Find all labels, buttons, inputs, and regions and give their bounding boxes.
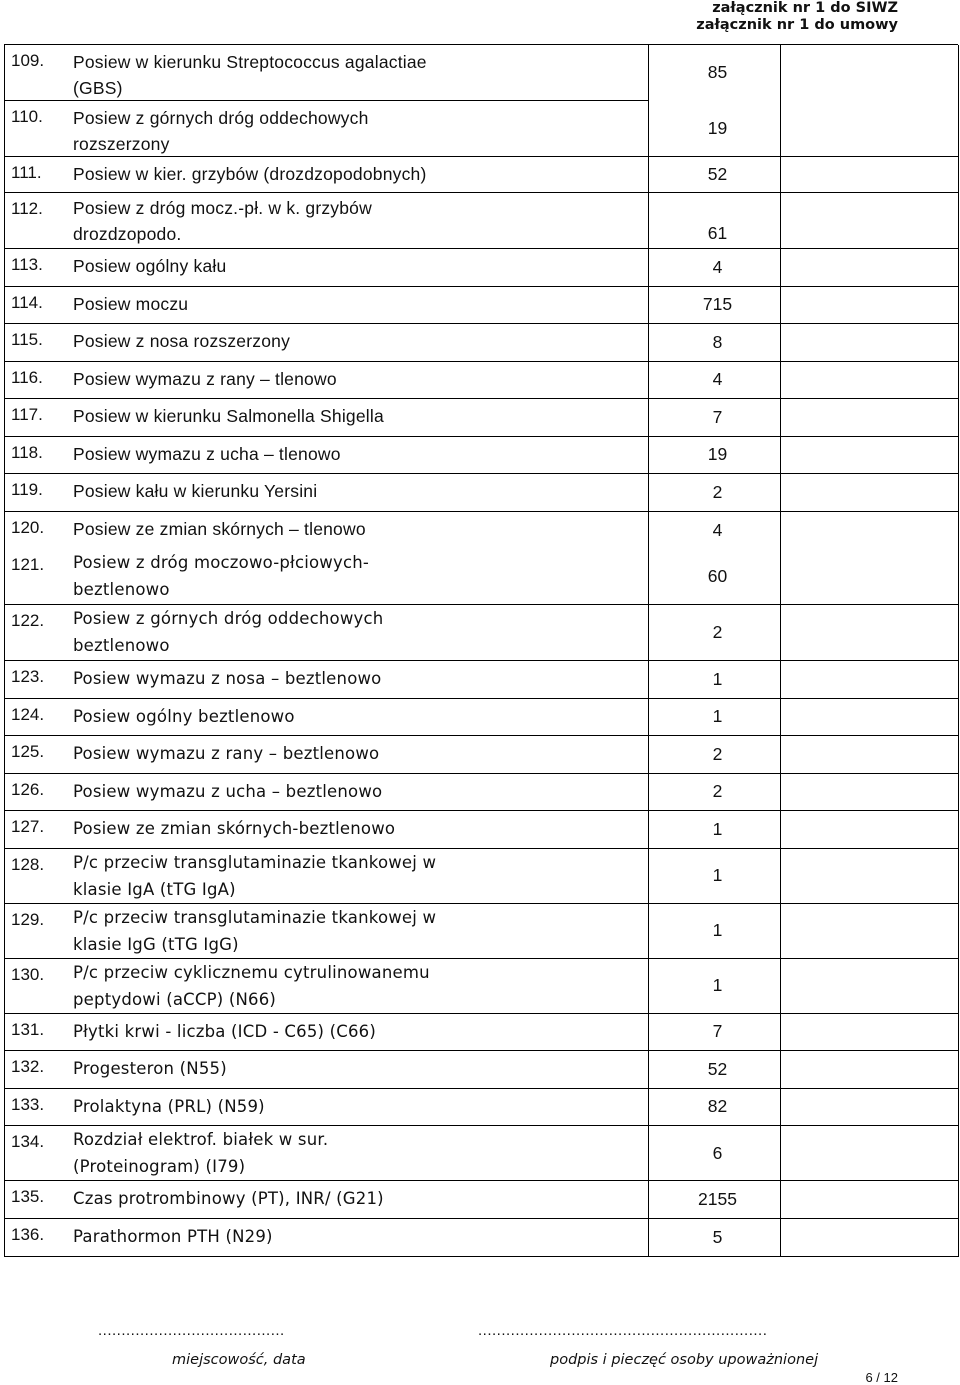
row-number: 132. xyxy=(11,1057,45,1076)
test-name: Posiew z górnych dróg oddechowych rozszerzony xyxy=(73,108,369,154)
test-name: Posiew ze zmian skórnych-beztlenowo xyxy=(73,819,396,838)
test-name: Posiew moczu xyxy=(73,293,189,314)
tests-table xyxy=(4,45,959,1257)
quantity-value: 5 xyxy=(648,1219,781,1257)
table-row xyxy=(5,849,958,904)
empty-cell xyxy=(781,474,958,511)
test-name: Parathormon PTH (N29) xyxy=(73,1226,273,1246)
empty-cell xyxy=(781,362,958,399)
empty-cell xyxy=(781,1126,958,1180)
row-number: 120. xyxy=(11,517,45,537)
empty-cell xyxy=(781,661,958,698)
table-row xyxy=(5,811,958,849)
quantity-value: 7 xyxy=(648,399,781,436)
signature-footer xyxy=(0,1322,960,1385)
empty-cell xyxy=(781,157,958,192)
empty-cell xyxy=(781,1014,958,1051)
row-number: 113. xyxy=(11,255,43,274)
document-header xyxy=(696,0,898,34)
row-number: 119. xyxy=(11,480,43,499)
empty-cell xyxy=(781,287,958,324)
quantity-value: 60 xyxy=(648,549,781,604)
test-name: Posiew wymazu z rany – beztlenowo xyxy=(73,744,380,763)
date-dotted-line: ........................................ xyxy=(98,1322,285,1339)
quantity-value: 61 xyxy=(648,193,781,248)
row-number: 136. xyxy=(11,1224,45,1244)
quantity-value: 52 xyxy=(648,157,781,192)
row-number: 117. xyxy=(11,405,43,424)
table-row xyxy=(5,399,958,437)
table-row xyxy=(5,1181,958,1219)
table-row-group-109-110 xyxy=(5,45,958,157)
table-row xyxy=(5,549,958,605)
table-row xyxy=(5,193,958,249)
table-row xyxy=(5,474,958,512)
empty-cell xyxy=(781,324,958,361)
row-number: 124. xyxy=(11,704,45,724)
row-number: 109. xyxy=(11,51,45,70)
test-name: Posiew w kierunku Salmonella Shigella xyxy=(73,406,384,426)
row-number: 128. xyxy=(11,854,45,874)
empty-cell xyxy=(781,193,958,248)
table-row xyxy=(5,736,958,774)
row-number: 125. xyxy=(11,742,45,761)
quantity-value: 4 xyxy=(648,512,781,550)
test-name: Posiew ze zmian skórnych – tlenowo xyxy=(73,518,366,539)
empty-cell xyxy=(781,549,958,604)
test-name: Posiew wymazu z ucha – tlenowo xyxy=(73,443,341,464)
test-name: P/c przeciw cyklicznemu cytrulinowanemu peptydowi (aCCP) (N66) xyxy=(73,962,430,1009)
empty-cell xyxy=(781,605,958,660)
quantity-value: 19 xyxy=(648,437,781,474)
test-name: Rozdział elektrof. białek w sur. (Proteinogram) (I79) xyxy=(73,1130,329,1176)
test-name: Posiew z dróg mocz.-pł. w k. grzybów drozdzopodo. xyxy=(73,198,372,244)
quantity-value: 4 xyxy=(648,362,781,399)
row-number: 118. xyxy=(11,442,43,462)
signature-label: podpis i pieczęć osoby upoważnionej xyxy=(550,1352,819,1368)
table-row xyxy=(5,1089,958,1127)
row-number: 123. xyxy=(11,667,45,686)
quantity-value: 715 xyxy=(648,287,781,324)
test-name: P/c przeciw transglutaminazie tkankowej w klasie IgG (tTG IgG) xyxy=(73,907,437,954)
row-number: 129. xyxy=(11,909,45,929)
empty-cell xyxy=(781,774,958,811)
row-number: 116. xyxy=(11,367,43,387)
quantity-value: 1 xyxy=(648,661,781,698)
table-row xyxy=(5,605,958,661)
empty-cell xyxy=(781,959,958,1013)
table-row xyxy=(5,512,958,550)
quantity-value: 85 xyxy=(707,62,728,83)
table-row xyxy=(5,437,958,475)
empty-cell xyxy=(781,1219,958,1257)
test-name: Posiew z górnych dróg oddechowych beztlenowo xyxy=(73,609,384,655)
quantity-value: 2 xyxy=(648,605,781,660)
table-row xyxy=(5,157,958,193)
empty-cell xyxy=(781,1051,958,1088)
empty-cell xyxy=(781,699,958,736)
header-umowa: załącznik nr 1 do umowy xyxy=(696,17,898,33)
empty-cell xyxy=(781,811,958,848)
test-name: P/c przeciw transglutaminazie tkankowej w klasie IgA (tTG IgA) xyxy=(73,852,437,899)
quantity-value: 2 xyxy=(648,736,781,773)
empty-cell xyxy=(781,399,958,436)
table-row xyxy=(5,959,958,1014)
test-name: Posiew ogólny kału xyxy=(73,256,227,276)
test-name: Posiew wymazu z nosa – beztlenowo xyxy=(73,669,382,688)
test-name: Posiew w kier. grzybów (drozdzopodobnych) xyxy=(73,164,427,184)
table-row xyxy=(5,699,958,737)
quantity-value: 1 xyxy=(648,904,781,958)
row-number: 111. xyxy=(11,163,42,182)
test-name: Płytki krwi - liczba (ICD - C65) (C66) xyxy=(73,1021,377,1041)
quantity-value: 1 xyxy=(648,811,781,848)
table-row xyxy=(5,362,958,400)
empty-cell xyxy=(781,736,958,773)
test-name: Posiew w kierunku Streptococcus agalactiae (GBS) xyxy=(73,52,427,98)
quantity-value: 1 xyxy=(648,849,781,903)
row-number: 131. xyxy=(11,1019,45,1039)
table-row xyxy=(5,661,958,699)
test-name: Posiew wymazu z ucha – beztlenowo xyxy=(73,781,383,801)
test-name: Posiew ogólny beztlenowo xyxy=(73,706,295,726)
test-name: Prolaktyna (PRL) (N59) xyxy=(73,1096,265,1116)
empty-cell xyxy=(781,249,958,286)
test-name: Progesteron (N55) xyxy=(73,1059,227,1078)
row-number: 121. xyxy=(11,555,45,574)
quantity-value: 2155 xyxy=(648,1181,781,1218)
row-number: 127. xyxy=(11,817,45,836)
signature-dotted-line: .............................................................. xyxy=(478,1322,768,1339)
empty-cell xyxy=(781,512,958,550)
quantity-value: 82 xyxy=(648,1089,781,1126)
table-row xyxy=(5,287,958,325)
table-row xyxy=(5,249,958,287)
empty-cell xyxy=(781,1089,958,1126)
test-name: Posiew z dróg moczowo-płciowych-beztlenowo xyxy=(73,553,370,599)
table-row xyxy=(5,45,648,101)
row-number: 126. xyxy=(11,779,45,799)
quantity-value: 2 xyxy=(648,774,781,811)
table-row xyxy=(5,1219,958,1257)
row-number: 122. xyxy=(11,611,45,630)
test-name: Posiew z nosa rozszerzony xyxy=(73,331,291,351)
empty-cell xyxy=(781,849,958,903)
row-number: 135. xyxy=(11,1187,45,1206)
header-siwz: załącznik nr 1 do SIWZ xyxy=(712,0,898,16)
place-date-label: miejscowość, data xyxy=(172,1352,306,1368)
table-row xyxy=(5,324,958,362)
page-number: 6 / 12 xyxy=(865,1370,898,1385)
quantity-value: 1 xyxy=(648,959,781,1013)
test-name: Posiew kału w kierunku Yersini xyxy=(73,481,318,501)
quantity-cell xyxy=(648,45,781,156)
empty-cell xyxy=(781,1181,958,1218)
row-number: 114. xyxy=(11,292,43,312)
quantity-value: 4 xyxy=(648,249,781,286)
table-row xyxy=(5,1014,958,1052)
row-number: 110. xyxy=(11,107,43,126)
test-name: Posiew wymazu z rany – tlenowo xyxy=(73,368,337,389)
table-row xyxy=(5,1051,958,1089)
row-number: 130. xyxy=(11,964,45,984)
table-row xyxy=(5,101,648,156)
table-row xyxy=(5,904,958,959)
quantity-value: 52 xyxy=(648,1051,781,1088)
test-name: Czas protrombinowy (PT), INR/ (G21) xyxy=(73,1189,384,1208)
quantity-value: 7 xyxy=(648,1014,781,1051)
quantity-value: 6 xyxy=(648,1126,781,1180)
empty-cell xyxy=(781,437,958,474)
quantity-value: 8 xyxy=(648,324,781,361)
table-row xyxy=(5,1126,958,1181)
row-number: 112. xyxy=(11,199,43,218)
table-row xyxy=(5,774,958,812)
empty-cell xyxy=(781,904,958,958)
quantity-value: 2 xyxy=(648,474,781,511)
row-number: 134. xyxy=(11,1132,45,1151)
row-number: 115. xyxy=(11,330,43,349)
row-number: 133. xyxy=(11,1094,45,1114)
quantity-value: 19 xyxy=(707,117,728,138)
empty-cell xyxy=(781,45,958,156)
quantity-value: 1 xyxy=(648,699,781,736)
